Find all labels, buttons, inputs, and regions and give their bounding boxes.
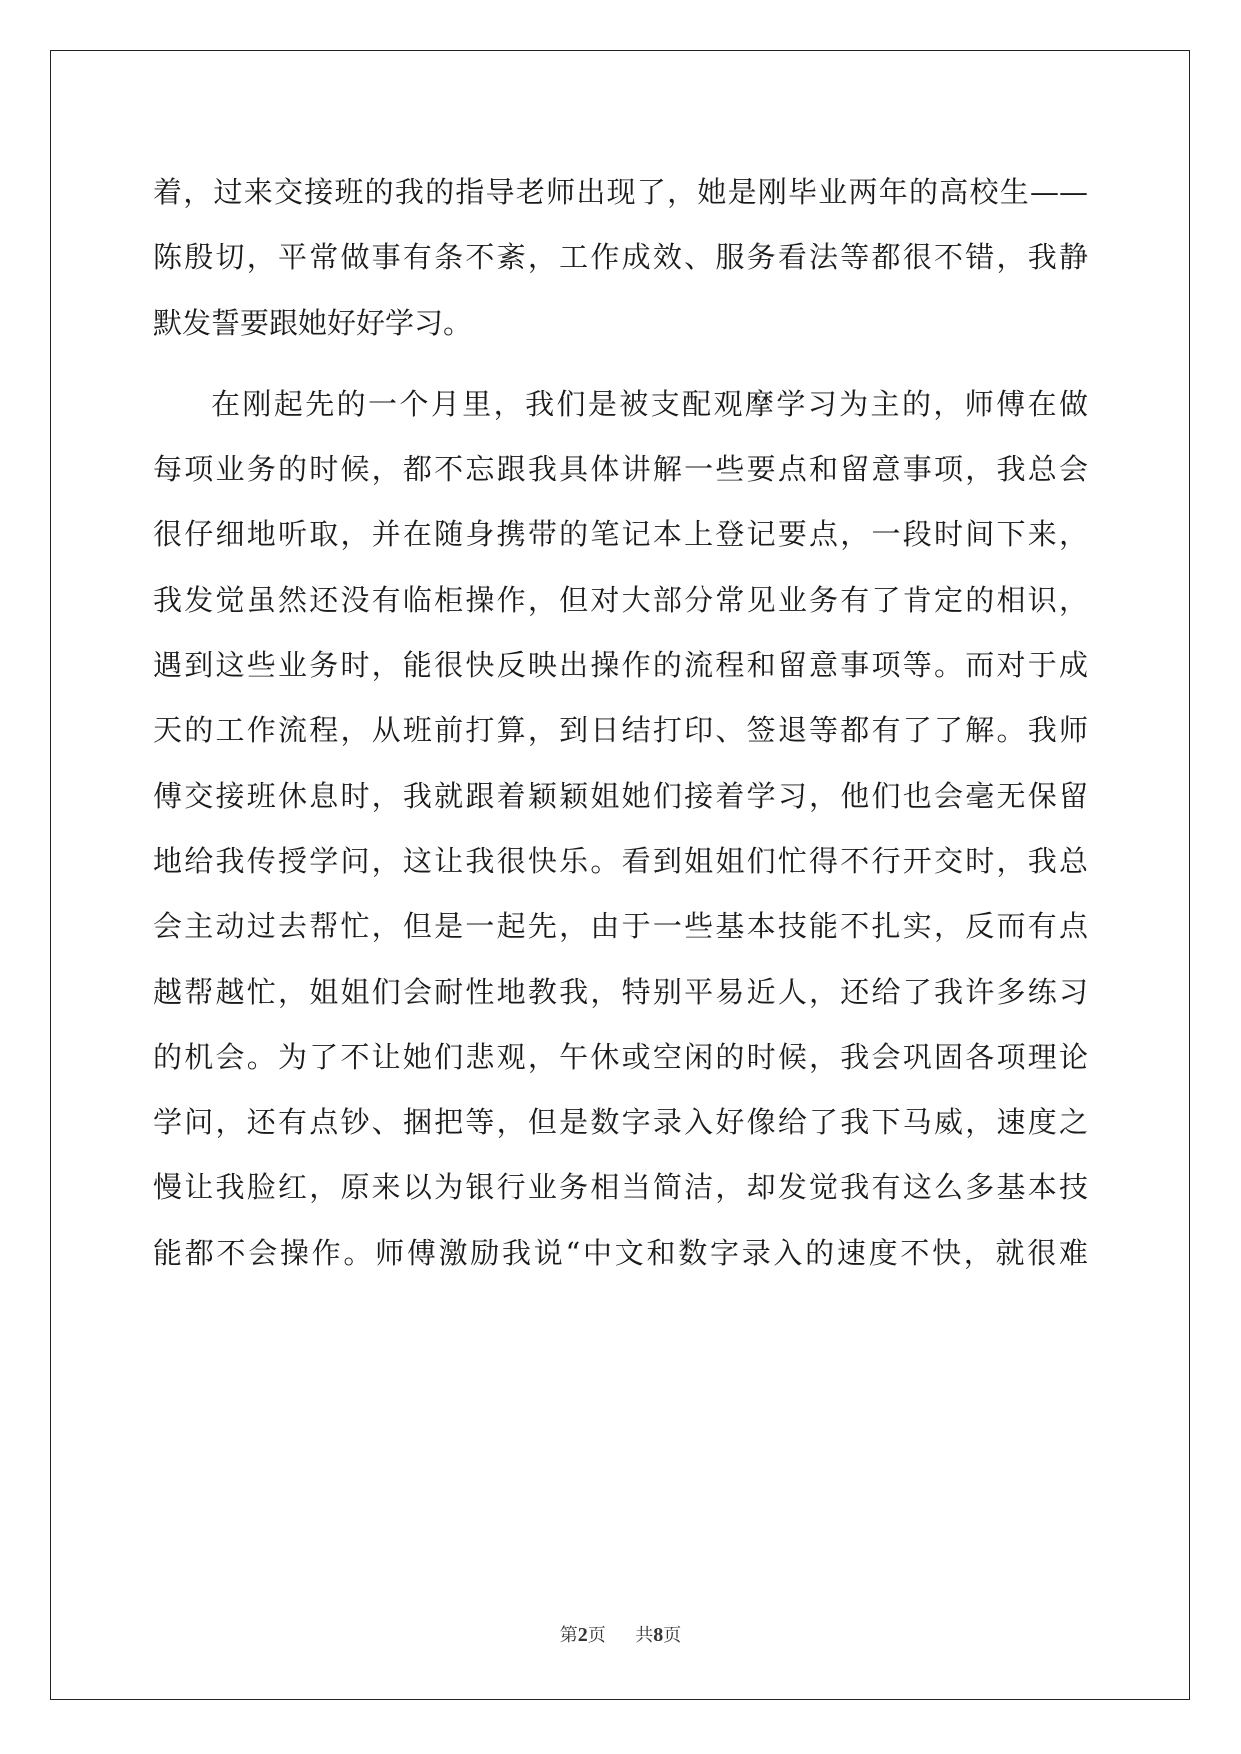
text-line: 陈殷切，平常做事有条不紊，工作成效、服务看法等都很不错，我静 bbox=[153, 240, 1088, 275]
text-line: 傅交接班休息时，我就跟着颖颖姐她们接着学习，他们也会毫无保留 bbox=[153, 778, 1088, 813]
text-line: 天的工作流程，从班前打算，到日结打印、签退等都有了了解。我师 bbox=[153, 713, 1088, 748]
text-line: 学问，还有点钞、捆把等，但是数字录入好像给了我下马威，速度之 bbox=[153, 1105, 1088, 1140]
text-line: 很仔细地听取，并在随身携带的笔记本上登记要点，一段时间下来， bbox=[153, 517, 1088, 552]
text-line: 的机会。为了不让她们悲观，午休或空闲的时候，我会巩固各项理论 bbox=[153, 1039, 1088, 1074]
page-total: 共8页 bbox=[635, 1624, 682, 1646]
text-line: 着，过来交接班的我的指导老师出现了，她是刚毕业两年的高校生—— bbox=[153, 175, 1088, 209]
document-body bbox=[153, 160, 1088, 1286]
text-line: 每项业务的时候，都不忘跟我具体讲解一些要点和留意事项，我总会 bbox=[153, 452, 1088, 487]
text-line: 我发觉虽然还没有临柜操作，但对大部分常见业务有了肯定的相识， bbox=[153, 582, 1088, 617]
page-footer bbox=[0, 1621, 1241, 1647]
text-line: 越帮越忙，姐姐们会耐性地教我，特别平易近人，还给了我许多练习 bbox=[153, 974, 1088, 1009]
text-line: 遇到这些业务时，能很快反映出操作的流程和留意事项等。而对于成 bbox=[153, 648, 1088, 683]
text-line: 地给我传授学问，这让我很快乐。看到姐姐们忙得不行开交时，我总 bbox=[153, 843, 1088, 878]
text-line: 能都不会操作。师傅激励我说“中文和数字录入的速度不快，就很难 bbox=[153, 1235, 1088, 1270]
text-line: 慢让我脸红，原来以为银行业务相当简洁，却发觉我有这么多基本技 bbox=[153, 1170, 1088, 1205]
text-line: 在刚起先的一个月里，我们是被支配观摩学习为主的，师傅在做 bbox=[211, 386, 1088, 421]
text-line: 默发誓要跟她好好学习。 bbox=[153, 305, 473, 340]
text-line: 会主动过去帮忙，但是一起先，由于一些基本技能不扎实，反而有点 bbox=[153, 909, 1088, 944]
page-number: 第2页 bbox=[559, 1624, 606, 1646]
